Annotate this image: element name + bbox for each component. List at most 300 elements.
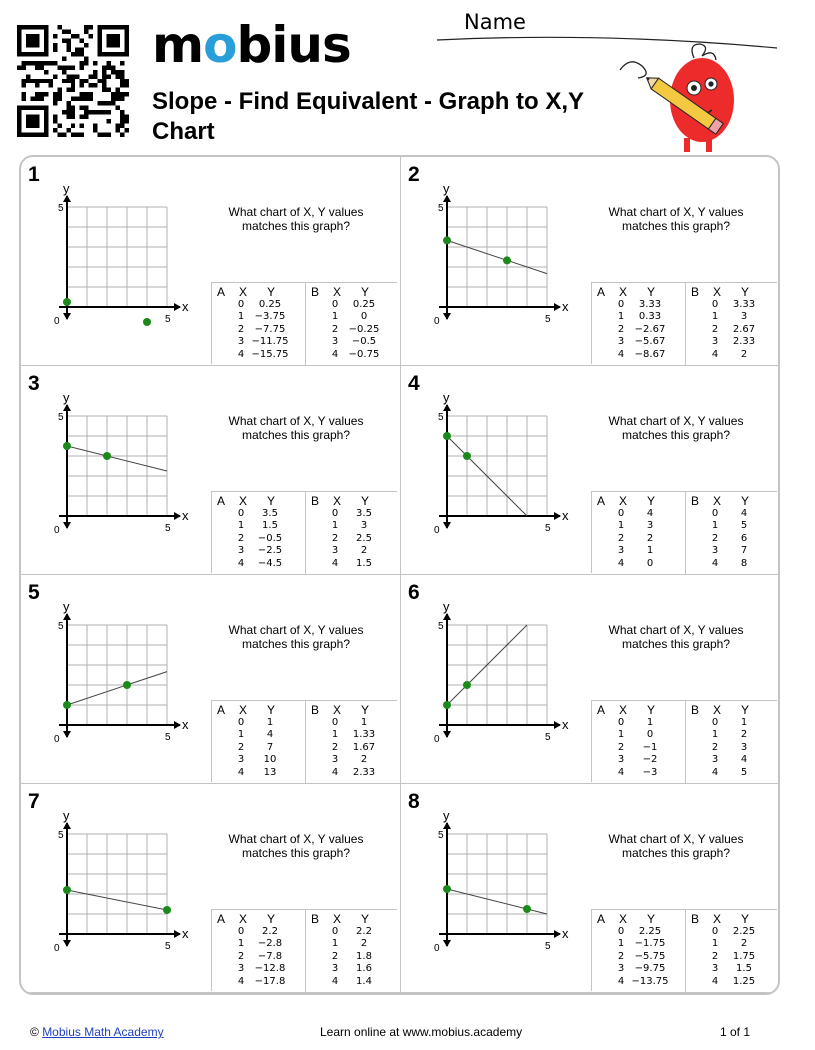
- x-value: 0: [711, 926, 719, 937]
- prompt-line-1: What chart of X, Y values: [608, 623, 744, 637]
- x-value: 0: [237, 926, 245, 937]
- x-axis-label: x: [182, 926, 189, 941]
- origin-tick-0: 0: [434, 525, 440, 536]
- data-point: [443, 236, 451, 244]
- prompt-line-2: matches this graph?: [621, 428, 731, 442]
- x-column-header: X: [618, 912, 627, 926]
- x-value: 3: [711, 336, 719, 348]
- graph-line: [67, 890, 167, 910]
- x-tick-5: 5: [545, 941, 551, 952]
- table-row: [686, 767, 779, 779]
- footer-url-text: Learn online at www.mobius.academy: [320, 1025, 523, 1039]
- x-value: 3: [617, 545, 625, 557]
- x-value: 4: [617, 766, 625, 778]
- option-letter: A: [597, 703, 606, 717]
- x-value: 1: [331, 729, 339, 741]
- table-row: [592, 742, 685, 754]
- answer-options: [591, 491, 777, 573]
- y-value: 5: [740, 766, 748, 778]
- y-column-header: Y: [266, 285, 275, 299]
- table-row: [592, 976, 685, 988]
- value-rows: [686, 926, 779, 988]
- x-value: 4: [617, 975, 625, 987]
- x-arrow: [174, 303, 181, 311]
- graph-line: [67, 446, 167, 471]
- problem-number: 8: [408, 790, 420, 813]
- table-row: [212, 533, 305, 545]
- x-column-header: X: [238, 912, 247, 926]
- x-column-header: X: [332, 703, 341, 717]
- y-value: 1.5: [262, 520, 278, 532]
- mobius-academy-link[interactable]: Mobius Math Academy: [42, 1025, 164, 1039]
- y-column-header: Y: [740, 285, 749, 299]
- y-value: 1: [646, 717, 654, 728]
- table-row: [592, 508, 685, 520]
- y-tick-5: 5: [438, 412, 444, 423]
- table-row: [592, 938, 685, 950]
- x-tick-5: 5: [545, 523, 551, 534]
- data-point: [443, 885, 451, 893]
- table-row: [306, 336, 399, 348]
- x-arrow: [554, 303, 561, 311]
- x-value: 1: [237, 311, 245, 323]
- option-a[interactable]: [592, 283, 685, 365]
- x-axis-label: x: [562, 299, 569, 314]
- x-value: 3: [617, 754, 625, 766]
- table-row: [212, 938, 305, 950]
- x-value: 0: [237, 717, 245, 728]
- problem-3: [20, 365, 401, 575]
- y-value: 3: [646, 520, 654, 532]
- value-rows: [306, 508, 399, 570]
- table-row: [306, 938, 399, 950]
- x-column-header: X: [712, 494, 721, 508]
- x-arrow: [554, 930, 561, 938]
- problem-7: [20, 783, 401, 993]
- table-row: [306, 349, 399, 361]
- table-row: [592, 963, 685, 975]
- y-axis-label: y: [63, 181, 70, 196]
- table-row: [306, 717, 399, 729]
- x-axis-label: x: [182, 299, 189, 314]
- y-tick-5: 5: [58, 830, 64, 841]
- x-arrow: [174, 512, 181, 520]
- option-letter: B: [691, 285, 700, 299]
- y-value: −4.5: [257, 557, 283, 569]
- option-b[interactable]: [305, 283, 398, 365]
- y-value: 2: [740, 938, 748, 950]
- table-row: [212, 520, 305, 532]
- x-value: 4: [331, 766, 339, 778]
- problem-number: 6: [408, 581, 420, 604]
- y-axis-label: y: [443, 808, 450, 823]
- x-value: 2: [711, 741, 719, 753]
- y-value: −9.75: [634, 963, 666, 975]
- option-b[interactable]: [685, 910, 778, 992]
- y-value: 3: [740, 311, 748, 323]
- y-value: 3.5: [356, 508, 372, 519]
- footer-copyright: © Mobius Math Academy: [30, 1025, 164, 1039]
- x-value: 0: [711, 299, 719, 310]
- x-value: 2: [331, 532, 339, 544]
- x-value: 2: [237, 323, 245, 335]
- table-row: [212, 754, 305, 766]
- x-value: 2: [617, 741, 625, 753]
- x-column-header: X: [238, 285, 247, 299]
- y-column-header: Y: [740, 494, 749, 508]
- table-row: [212, 324, 305, 336]
- table-row: [212, 742, 305, 754]
- x-value: 3: [237, 963, 245, 975]
- x-value: 2: [331, 323, 339, 335]
- problems-frame: [19, 155, 780, 995]
- table-row: [592, 558, 685, 570]
- y-value: 3: [740, 741, 748, 753]
- problem-number: 7: [28, 790, 40, 813]
- table-row: [306, 558, 399, 570]
- x-arrow: [174, 721, 181, 729]
- x-column-header: X: [618, 703, 627, 717]
- y-value: −7.75: [254, 323, 286, 335]
- graph-line: [67, 672, 167, 705]
- y-column-header: Y: [266, 494, 275, 508]
- y-value: −0.25: [348, 323, 380, 335]
- y-arrow-up: [63, 195, 71, 202]
- x-value: 3: [331, 336, 339, 348]
- option-a[interactable]: [212, 283, 305, 365]
- graph: [21, 575, 211, 784]
- table-row: [592, 299, 685, 311]
- prompt-line-1: What chart of X, Y values: [228, 832, 364, 846]
- answer-options: [591, 282, 777, 364]
- y-axis-label: y: [443, 390, 450, 405]
- x-value: 4: [237, 766, 245, 778]
- y-column-header: Y: [360, 912, 369, 926]
- y-column-header: Y: [266, 912, 275, 926]
- x-axis-label: x: [562, 508, 569, 523]
- y-value: 1: [360, 717, 368, 728]
- prompt-line-2: matches this graph?: [621, 637, 731, 651]
- value-rows: [686, 508, 779, 570]
- y-value: −0.5: [351, 336, 377, 348]
- y-value: 8: [740, 557, 748, 569]
- y-value: −8.67: [634, 348, 666, 360]
- y-arrow-down: [443, 940, 451, 947]
- y-value: 4: [740, 754, 748, 766]
- table-row: [592, 717, 685, 729]
- problem-4: [400, 365, 780, 575]
- table-row: [306, 545, 399, 557]
- y-value: −2: [642, 754, 658, 766]
- y-value: −2.8: [257, 938, 283, 950]
- table-row: [592, 729, 685, 741]
- x-value: 4: [237, 557, 245, 569]
- y-value: −1.75: [634, 938, 666, 950]
- y-value: 4: [646, 508, 654, 519]
- x-axis-label: x: [562, 717, 569, 732]
- problem-number: 4: [408, 372, 420, 395]
- x-value: 1: [237, 938, 245, 950]
- table-row: [686, 754, 779, 766]
- y-column-header: Y: [360, 285, 369, 299]
- table-row: [306, 520, 399, 532]
- table-row: [686, 976, 779, 988]
- option-letter: B: [691, 912, 700, 926]
- value-rows: [306, 926, 399, 988]
- x-value: 4: [237, 975, 245, 987]
- x-value: 2: [617, 323, 625, 335]
- data-point: [503, 256, 511, 264]
- table-row: [212, 311, 305, 323]
- prompt-line-2: matches this graph?: [241, 846, 351, 860]
- x-value: 2: [331, 741, 339, 753]
- table-row: [686, 324, 779, 336]
- y-value: 2: [740, 729, 748, 741]
- x-value: 0: [331, 926, 339, 937]
- y-value: 2.25: [732, 926, 756, 937]
- table-row: [686, 533, 779, 545]
- y-value: 1.6: [356, 963, 372, 975]
- x-value: 1: [331, 311, 339, 323]
- y-value: 1.4: [356, 975, 372, 987]
- option-letter: A: [217, 912, 226, 926]
- table-row: [306, 951, 399, 963]
- y-axis-label: y: [63, 599, 70, 614]
- y-column-header: Y: [266, 703, 275, 717]
- option-letter: A: [217, 494, 226, 508]
- x-value: 1: [711, 311, 719, 323]
- x-value: 4: [711, 975, 719, 987]
- problem-number: 5: [28, 581, 40, 604]
- y-axis-label: y: [443, 599, 450, 614]
- option-b[interactable]: [685, 492, 778, 574]
- x-value: 0: [617, 508, 625, 519]
- y-column-header: Y: [740, 912, 749, 926]
- option-a[interactable]: [592, 910, 685, 992]
- table-row: [686, 951, 779, 963]
- table-row: [686, 520, 779, 532]
- option-b[interactable]: [685, 283, 778, 365]
- prompt-line-1: What chart of X, Y values: [608, 832, 744, 846]
- value-rows: [212, 508, 305, 570]
- x-column-header: X: [332, 912, 341, 926]
- x-value: 4: [711, 557, 719, 569]
- option-letter: B: [311, 912, 320, 926]
- question-prompt: [581, 205, 771, 233]
- x-value: 2: [617, 950, 625, 962]
- x-value: 0: [617, 717, 625, 728]
- y-tick-5: 5: [438, 203, 444, 214]
- value-rows: [686, 299, 779, 361]
- table-row: [212, 508, 305, 520]
- value-rows: [686, 717, 779, 779]
- y-value: 0.25: [352, 299, 376, 310]
- y-arrow-up: [443, 195, 451, 202]
- worksheet-title: Slope - Find Equivalent - Graph to X,Y Chart: [152, 88, 584, 145]
- y-value: −0.75: [348, 348, 380, 360]
- table-row: [686, 938, 779, 950]
- data-point: [63, 442, 71, 450]
- y-tick-5: 5: [58, 203, 64, 214]
- x-tick-5: 5: [165, 941, 171, 952]
- value-rows: [592, 717, 685, 779]
- table-row: [592, 926, 685, 938]
- answer-options: [211, 909, 397, 991]
- y-arrow-down: [63, 313, 71, 320]
- y-value: −0.5: [257, 532, 283, 544]
- data-point: [523, 905, 531, 913]
- prompt-line-2: matches this graph?: [241, 637, 351, 651]
- y-value: 0: [360, 311, 368, 323]
- table-row: [686, 311, 779, 323]
- y-value: 10: [263, 754, 277, 766]
- question-prompt: [201, 205, 391, 233]
- table-row: [212, 963, 305, 975]
- answer-options: [591, 909, 777, 991]
- y-value: 1.5: [356, 557, 372, 569]
- prompt-line-2: matches this graph?: [621, 846, 731, 860]
- x-value: 1: [331, 520, 339, 532]
- x-arrow: [174, 930, 181, 938]
- x-value: 3: [331, 963, 339, 975]
- x-value: 2: [711, 323, 719, 335]
- y-column-header: Y: [646, 703, 655, 717]
- graph: [21, 157, 211, 366]
- y-arrow-up: [443, 404, 451, 411]
- x-column-header: X: [238, 703, 247, 717]
- option-b[interactable]: [305, 701, 398, 783]
- mobius-logo: mobius: [152, 16, 351, 74]
- name-label: Name: [464, 10, 526, 34]
- x-value: 0: [331, 299, 339, 310]
- answer-options: [591, 700, 777, 782]
- prompt-line-1: What chart of X, Y values: [608, 205, 744, 219]
- table-row: [212, 336, 305, 348]
- y-value: −12.8: [254, 963, 286, 975]
- table-row: [212, 951, 305, 963]
- y-value: 2: [740, 348, 748, 360]
- y-value: 3.33: [638, 299, 662, 310]
- x-tick-5: 5: [165, 523, 171, 534]
- y-value: 4: [266, 729, 274, 741]
- y-column-header: Y: [360, 494, 369, 508]
- option-a[interactable]: [592, 701, 685, 783]
- value-rows: [306, 717, 399, 779]
- x-value: 1: [331, 938, 339, 950]
- option-a[interactable]: [592, 492, 685, 574]
- graph: [21, 366, 211, 575]
- value-rows: [306, 299, 399, 361]
- option-a[interactable]: [212, 492, 305, 574]
- x-column-header: X: [712, 703, 721, 717]
- option-b[interactable]: [305, 492, 398, 574]
- x-value: 4: [617, 348, 625, 360]
- x-value: 3: [331, 754, 339, 766]
- origin-tick-0: 0: [434, 734, 440, 745]
- y-column-header: Y: [740, 703, 749, 717]
- prompt-line-1: What chart of X, Y values: [228, 623, 364, 637]
- x-value: 2: [711, 532, 719, 544]
- x-value: 2: [237, 950, 245, 962]
- table-row: [306, 508, 399, 520]
- data-point: [143, 318, 151, 326]
- table-row: [686, 299, 779, 311]
- y-arrow-up: [443, 613, 451, 620]
- graph-line: [447, 240, 547, 273]
- option-b[interactable]: [305, 910, 398, 992]
- data-point: [463, 452, 471, 460]
- value-rows: [592, 508, 685, 570]
- x-value: 1: [237, 520, 245, 532]
- data-point: [463, 681, 471, 689]
- data-point: [123, 681, 131, 689]
- x-arrow: [554, 721, 561, 729]
- value-rows: [212, 717, 305, 779]
- option-b[interactable]: [685, 701, 778, 783]
- table-row: [592, 951, 685, 963]
- y-arrow-up: [443, 822, 451, 829]
- value-rows: [592, 299, 685, 361]
- y-value: 1: [740, 717, 748, 728]
- y-tick-5: 5: [438, 621, 444, 632]
- y-value: 0.25: [258, 299, 282, 310]
- table-row: [212, 729, 305, 741]
- option-a[interactable]: [212, 701, 305, 783]
- table-row: [686, 717, 779, 729]
- value-rows: [592, 926, 685, 988]
- table-row: [306, 926, 399, 938]
- x-value: 2: [617, 532, 625, 544]
- problem-6: [400, 574, 780, 784]
- prompt-line-1: What chart of X, Y values: [228, 205, 364, 219]
- problem-2: [400, 156, 780, 366]
- x-value: 3: [711, 545, 719, 557]
- x-column-header: X: [618, 494, 627, 508]
- y-value: 7: [266, 741, 274, 753]
- table-row: [592, 349, 685, 361]
- x-value: 2: [331, 950, 339, 962]
- x-value: 0: [711, 508, 719, 519]
- x-value: 3: [711, 754, 719, 766]
- y-value: −7.8: [257, 950, 283, 962]
- y-arrow-down: [63, 731, 71, 738]
- value-rows: [212, 926, 305, 988]
- y-value: −1: [642, 741, 658, 753]
- prompt-line-1: What chart of X, Y values: [228, 414, 364, 428]
- prompt-line-2: matches this graph?: [621, 219, 731, 233]
- y-value: 3.5: [262, 508, 278, 519]
- table-row: [212, 926, 305, 938]
- answer-options: [211, 491, 397, 573]
- y-axis-label: y: [443, 181, 450, 196]
- option-a[interactable]: [212, 910, 305, 992]
- y-value: 2: [646, 532, 654, 544]
- table-row: [592, 336, 685, 348]
- x-value: 1: [711, 938, 719, 950]
- graph: [401, 157, 591, 366]
- y-value: −2.5: [257, 545, 283, 557]
- y-value: 2.5: [356, 532, 372, 544]
- y-tick-5: 5: [58, 621, 64, 632]
- question-prompt: [201, 414, 391, 442]
- x-tick-5: 5: [165, 732, 171, 743]
- y-value: −2.67: [634, 323, 666, 335]
- table-row: [212, 349, 305, 361]
- x-value: 4: [711, 348, 719, 360]
- origin-tick-0: 0: [54, 316, 60, 327]
- y-value: −3: [642, 766, 658, 778]
- problem-number: 3: [28, 372, 40, 395]
